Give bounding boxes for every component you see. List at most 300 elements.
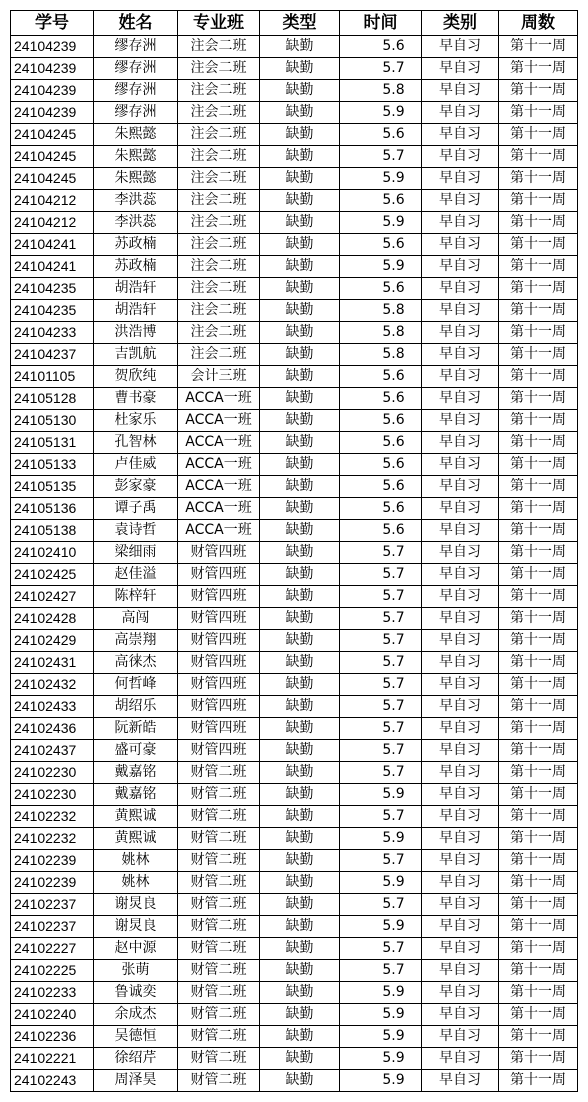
cell-student-id: 24105136 bbox=[11, 498, 94, 520]
cell-week: 第十一周 bbox=[499, 872, 578, 894]
cell-class: 财管四班 bbox=[178, 696, 260, 718]
table-row bbox=[11, 212, 578, 234]
cell-student-id: 24102237 bbox=[11, 894, 94, 916]
table-row bbox=[11, 806, 578, 828]
table-row bbox=[11, 894, 578, 916]
cell-class: ACCA一班 bbox=[178, 520, 260, 542]
cell-time: 5.7 bbox=[340, 960, 422, 982]
table-row bbox=[11, 938, 578, 960]
cell-category: 早自习 bbox=[422, 146, 499, 168]
cell-type: 缺勤 bbox=[260, 696, 340, 718]
table-row bbox=[11, 1004, 578, 1026]
cell-week: 第十一周 bbox=[499, 190, 578, 212]
cell-time: 5.7 bbox=[340, 762, 422, 784]
cell-class: 财管二班 bbox=[178, 806, 260, 828]
cell-category: 早自习 bbox=[422, 850, 499, 872]
cell-category: 早自习 bbox=[422, 696, 499, 718]
cell-week: 第十一周 bbox=[499, 432, 578, 454]
table-row bbox=[11, 696, 578, 718]
cell-name: 李洪蕊 bbox=[94, 190, 178, 212]
cell-name: 梁细雨 bbox=[94, 542, 178, 564]
cell-time: 5.9 bbox=[340, 1048, 422, 1070]
cell-category: 早自习 bbox=[422, 190, 499, 212]
cell-week: 第十一周 bbox=[499, 586, 578, 608]
cell-class: 财管四班 bbox=[178, 608, 260, 630]
cell-week: 第十一周 bbox=[499, 124, 578, 146]
cell-week: 第十一周 bbox=[499, 498, 578, 520]
cell-student-id: 24104245 bbox=[11, 168, 94, 190]
cell-name: 高闯 bbox=[94, 608, 178, 630]
cell-time: 5.6 bbox=[340, 366, 422, 388]
cell-time: 5.7 bbox=[340, 806, 422, 828]
table-row bbox=[11, 366, 578, 388]
cell-type: 缺勤 bbox=[260, 278, 340, 300]
cell-student-id: 24102233 bbox=[11, 982, 94, 1004]
cell-name: 吉凯航 bbox=[94, 344, 178, 366]
table-row bbox=[11, 542, 578, 564]
cell-class: ACCA一班 bbox=[178, 432, 260, 454]
cell-time: 5.9 bbox=[340, 1070, 422, 1092]
cell-class: 注会二班 bbox=[178, 58, 260, 80]
cell-category: 早自习 bbox=[422, 432, 499, 454]
cell-type: 缺勤 bbox=[260, 102, 340, 124]
cell-class: 注会二班 bbox=[178, 256, 260, 278]
cell-class: 财管四班 bbox=[178, 740, 260, 762]
cell-category: 早自习 bbox=[422, 806, 499, 828]
table-row bbox=[11, 608, 578, 630]
cell-type: 缺勤 bbox=[260, 498, 340, 520]
cell-type: 缺勤 bbox=[260, 256, 340, 278]
cell-student-id: 24104241 bbox=[11, 256, 94, 278]
cell-time: 5.9 bbox=[340, 872, 422, 894]
cell-name: 苏政楠 bbox=[94, 234, 178, 256]
cell-student-id: 24102232 bbox=[11, 828, 94, 850]
header-week: 周数 bbox=[499, 11, 578, 36]
cell-student-id: 24102225 bbox=[11, 960, 94, 982]
cell-name: 缪存洲 bbox=[94, 80, 178, 102]
cell-time: 5.7 bbox=[340, 850, 422, 872]
cell-student-id: 24104245 bbox=[11, 124, 94, 146]
cell-time: 5.8 bbox=[340, 322, 422, 344]
cell-week: 第十一周 bbox=[499, 80, 578, 102]
cell-type: 缺勤 bbox=[260, 366, 340, 388]
cell-week: 第十一周 bbox=[499, 608, 578, 630]
cell-name: 谭子禹 bbox=[94, 498, 178, 520]
table-header bbox=[11, 11, 578, 36]
cell-week: 第十一周 bbox=[499, 146, 578, 168]
cell-student-id: 24102232 bbox=[11, 806, 94, 828]
cell-time: 5.7 bbox=[340, 674, 422, 696]
cell-student-id: 24104237 bbox=[11, 344, 94, 366]
cell-week: 第十一周 bbox=[499, 256, 578, 278]
cell-category: 早自习 bbox=[422, 762, 499, 784]
cell-class: 财管二班 bbox=[178, 1048, 260, 1070]
table-row bbox=[11, 498, 578, 520]
cell-class: 财管四班 bbox=[178, 586, 260, 608]
cell-name: 缪存洲 bbox=[94, 102, 178, 124]
cell-class: 财管二班 bbox=[178, 784, 260, 806]
cell-week: 第十一周 bbox=[499, 894, 578, 916]
cell-class: 财管四班 bbox=[178, 674, 260, 696]
cell-type: 缺勤 bbox=[260, 938, 340, 960]
cell-class: 注会二班 bbox=[178, 36, 260, 58]
cell-category: 早自习 bbox=[422, 322, 499, 344]
cell-class: 注会二班 bbox=[178, 278, 260, 300]
cell-name: 李洪蕊 bbox=[94, 212, 178, 234]
cell-type: 缺勤 bbox=[260, 322, 340, 344]
cell-name: 赵中源 bbox=[94, 938, 178, 960]
cell-class: 财管四班 bbox=[178, 564, 260, 586]
cell-name: 姚林 bbox=[94, 872, 178, 894]
cell-student-id: 24102236 bbox=[11, 1026, 94, 1048]
cell-time: 5.6 bbox=[340, 432, 422, 454]
cell-week: 第十一周 bbox=[499, 344, 578, 366]
cell-class: 财管二班 bbox=[178, 762, 260, 784]
cell-type: 缺勤 bbox=[260, 630, 340, 652]
cell-time: 5.9 bbox=[340, 1004, 422, 1026]
table-row bbox=[11, 234, 578, 256]
cell-student-id: 24102410 bbox=[11, 542, 94, 564]
cell-name: 何哲峰 bbox=[94, 674, 178, 696]
cell-time: 5.6 bbox=[340, 520, 422, 542]
cell-type: 缺勤 bbox=[260, 300, 340, 322]
cell-class: 财管四班 bbox=[178, 718, 260, 740]
cell-category: 早自习 bbox=[422, 520, 499, 542]
cell-name: 苏政楠 bbox=[94, 256, 178, 278]
cell-category: 早自习 bbox=[422, 872, 499, 894]
cell-time: 5.6 bbox=[340, 278, 422, 300]
cell-type: 缺勤 bbox=[260, 718, 340, 740]
cell-student-id: 24102240 bbox=[11, 1004, 94, 1026]
cell-class: 财管二班 bbox=[178, 1004, 260, 1026]
cell-type: 缺勤 bbox=[260, 1070, 340, 1092]
cell-type: 缺勤 bbox=[260, 894, 340, 916]
table-body bbox=[11, 36, 578, 1092]
cell-name: 陈梓轩 bbox=[94, 586, 178, 608]
cell-student-id: 24104241 bbox=[11, 234, 94, 256]
cell-student-id: 24104239 bbox=[11, 58, 94, 80]
table-row bbox=[11, 916, 578, 938]
cell-student-id: 24102432 bbox=[11, 674, 94, 696]
cell-type: 缺勤 bbox=[260, 454, 340, 476]
cell-type: 缺勤 bbox=[260, 872, 340, 894]
cell-week: 第十一周 bbox=[499, 1048, 578, 1070]
cell-week: 第十一周 bbox=[499, 234, 578, 256]
table-row bbox=[11, 586, 578, 608]
cell-student-id: 24104239 bbox=[11, 102, 94, 124]
cell-time: 5.9 bbox=[340, 982, 422, 1004]
cell-week: 第十一周 bbox=[499, 1004, 578, 1026]
cell-class: 财管二班 bbox=[178, 872, 260, 894]
table-row bbox=[11, 1048, 578, 1070]
table-row bbox=[11, 410, 578, 432]
cell-class: 财管二班 bbox=[178, 894, 260, 916]
cell-time: 5.7 bbox=[340, 894, 422, 916]
header-name: 姓名 bbox=[94, 11, 178, 36]
cell-time: 5.6 bbox=[340, 454, 422, 476]
cell-type: 缺勤 bbox=[260, 652, 340, 674]
cell-type: 缺勤 bbox=[260, 850, 340, 872]
cell-class: ACCA一班 bbox=[178, 410, 260, 432]
header-type: 类型 bbox=[260, 11, 340, 36]
cell-category: 早自习 bbox=[422, 124, 499, 146]
cell-category: 早自习 bbox=[422, 784, 499, 806]
cell-week: 第十一周 bbox=[499, 674, 578, 696]
cell-student-id: 24102239 bbox=[11, 872, 94, 894]
cell-type: 缺勤 bbox=[260, 124, 340, 146]
table-row bbox=[11, 36, 578, 58]
table-row bbox=[11, 740, 578, 762]
cell-time: 5.6 bbox=[340, 498, 422, 520]
cell-name: 杜家乐 bbox=[94, 410, 178, 432]
cell-week: 第十一周 bbox=[499, 564, 578, 586]
cell-student-id: 24104239 bbox=[11, 36, 94, 58]
cell-name: 朱熙懿 bbox=[94, 168, 178, 190]
cell-category: 早自习 bbox=[422, 630, 499, 652]
cell-time: 5.8 bbox=[340, 300, 422, 322]
table-row bbox=[11, 828, 578, 850]
cell-student-id: 24102237 bbox=[11, 916, 94, 938]
cell-class: 财管二班 bbox=[178, 916, 260, 938]
header-student-id: 学号 bbox=[11, 11, 94, 36]
cell-student-id: 24102425 bbox=[11, 564, 94, 586]
cell-category: 早自习 bbox=[422, 564, 499, 586]
table-row bbox=[11, 278, 578, 300]
cell-category: 早自习 bbox=[422, 960, 499, 982]
cell-week: 第十一周 bbox=[499, 762, 578, 784]
header-category: 类别 bbox=[422, 11, 499, 36]
cell-name: 黄熙诚 bbox=[94, 828, 178, 850]
cell-week: 第十一周 bbox=[499, 542, 578, 564]
cell-type: 缺勤 bbox=[260, 982, 340, 1004]
cell-class: ACCA一班 bbox=[178, 476, 260, 498]
cell-name: 黄熙诚 bbox=[94, 806, 178, 828]
table-row bbox=[11, 520, 578, 542]
table-row bbox=[11, 872, 578, 894]
cell-class: 注会二班 bbox=[178, 146, 260, 168]
cell-type: 缺勤 bbox=[260, 520, 340, 542]
cell-category: 早自习 bbox=[422, 58, 499, 80]
cell-student-id: 24104239 bbox=[11, 80, 94, 102]
cell-type: 缺勤 bbox=[260, 608, 340, 630]
cell-time: 5.6 bbox=[340, 36, 422, 58]
cell-class: 财管四班 bbox=[178, 630, 260, 652]
cell-category: 早自习 bbox=[422, 344, 499, 366]
cell-category: 早自习 bbox=[422, 1004, 499, 1026]
cell-name: 谢炅良 bbox=[94, 916, 178, 938]
cell-category: 早自习 bbox=[422, 410, 499, 432]
cell-name: 余成杰 bbox=[94, 1004, 178, 1026]
cell-category: 早自习 bbox=[422, 586, 499, 608]
cell-name: 贺欣纯 bbox=[94, 366, 178, 388]
cell-week: 第十一周 bbox=[499, 212, 578, 234]
table-row bbox=[11, 190, 578, 212]
cell-name: 高徕杰 bbox=[94, 652, 178, 674]
cell-student-id: 24102239 bbox=[11, 850, 94, 872]
table-row bbox=[11, 784, 578, 806]
cell-category: 早自习 bbox=[422, 740, 499, 762]
table-row bbox=[11, 58, 578, 80]
cell-week: 第十一周 bbox=[499, 366, 578, 388]
cell-class: 财管四班 bbox=[178, 652, 260, 674]
cell-week: 第十一周 bbox=[499, 740, 578, 762]
cell-class: 财管二班 bbox=[178, 850, 260, 872]
table-row bbox=[11, 102, 578, 124]
cell-type: 缺勤 bbox=[260, 410, 340, 432]
cell-type: 缺勤 bbox=[260, 784, 340, 806]
cell-category: 早自习 bbox=[422, 454, 499, 476]
cell-type: 缺勤 bbox=[260, 586, 340, 608]
cell-class: 注会二班 bbox=[178, 102, 260, 124]
cell-class: 财管二班 bbox=[178, 828, 260, 850]
cell-name: 鲁诚奕 bbox=[94, 982, 178, 1004]
table-row bbox=[11, 960, 578, 982]
cell-category: 早自习 bbox=[422, 542, 499, 564]
cell-week: 第十一周 bbox=[499, 630, 578, 652]
cell-name: 高崇翔 bbox=[94, 630, 178, 652]
cell-type: 缺勤 bbox=[260, 1026, 340, 1048]
cell-name: 姚林 bbox=[94, 850, 178, 872]
cell-week: 第十一周 bbox=[499, 806, 578, 828]
cell-time: 5.7 bbox=[340, 608, 422, 630]
cell-time: 5.7 bbox=[340, 740, 422, 762]
cell-student-id: 24102427 bbox=[11, 586, 94, 608]
cell-class: 财管二班 bbox=[178, 938, 260, 960]
cell-student-id: 24102243 bbox=[11, 1070, 94, 1092]
cell-time: 5.7 bbox=[340, 146, 422, 168]
cell-student-id: 24101105 bbox=[11, 366, 94, 388]
table-row bbox=[11, 982, 578, 1004]
cell-week: 第十一周 bbox=[499, 36, 578, 58]
cell-week: 第十一周 bbox=[499, 1026, 578, 1048]
cell-type: 缺勤 bbox=[260, 916, 340, 938]
table-row bbox=[11, 300, 578, 322]
cell-category: 早自习 bbox=[422, 916, 499, 938]
cell-name: 张萌 bbox=[94, 960, 178, 982]
cell-category: 早自习 bbox=[422, 674, 499, 696]
cell-type: 缺勤 bbox=[260, 476, 340, 498]
table-row bbox=[11, 168, 578, 190]
cell-class: 注会二班 bbox=[178, 234, 260, 256]
cell-week: 第十一周 bbox=[499, 1070, 578, 1092]
header-time: 时间 bbox=[340, 11, 422, 36]
cell-class: 注会二班 bbox=[178, 300, 260, 322]
cell-time: 5.7 bbox=[340, 586, 422, 608]
cell-week: 第十一周 bbox=[499, 960, 578, 982]
cell-category: 早自习 bbox=[422, 300, 499, 322]
cell-name: 赵佳溢 bbox=[94, 564, 178, 586]
cell-time: 5.7 bbox=[340, 542, 422, 564]
cell-type: 缺勤 bbox=[260, 190, 340, 212]
cell-category: 早自习 bbox=[422, 498, 499, 520]
table-row bbox=[11, 1070, 578, 1092]
table-row bbox=[11, 322, 578, 344]
cell-student-id: 24102428 bbox=[11, 608, 94, 630]
cell-time: 5.9 bbox=[340, 1026, 422, 1048]
cell-type: 缺勤 bbox=[260, 564, 340, 586]
cell-name: 朱熙懿 bbox=[94, 146, 178, 168]
cell-class: ACCA一班 bbox=[178, 388, 260, 410]
cell-type: 缺勤 bbox=[260, 828, 340, 850]
cell-name: 彭家豪 bbox=[94, 476, 178, 498]
cell-week: 第十一周 bbox=[499, 696, 578, 718]
cell-student-id: 24105131 bbox=[11, 432, 94, 454]
cell-category: 早自习 bbox=[422, 982, 499, 1004]
cell-category: 早自习 bbox=[422, 80, 499, 102]
cell-time: 5.9 bbox=[340, 828, 422, 850]
cell-type: 缺勤 bbox=[260, 960, 340, 982]
cell-category: 早自习 bbox=[422, 608, 499, 630]
table-row bbox=[11, 476, 578, 498]
cell-week: 第十一周 bbox=[499, 938, 578, 960]
cell-type: 缺勤 bbox=[260, 740, 340, 762]
cell-name: 谢炅良 bbox=[94, 894, 178, 916]
cell-time: 5.9 bbox=[340, 102, 422, 124]
header-row bbox=[11, 11, 578, 36]
cell-time: 5.8 bbox=[340, 80, 422, 102]
cell-category: 早自习 bbox=[422, 256, 499, 278]
cell-student-id: 24102227 bbox=[11, 938, 94, 960]
cell-time: 5.6 bbox=[340, 410, 422, 432]
cell-class: 注会二班 bbox=[178, 344, 260, 366]
cell-time: 5.7 bbox=[340, 718, 422, 740]
cell-time: 5.8 bbox=[340, 344, 422, 366]
cell-category: 早自习 bbox=[422, 1048, 499, 1070]
cell-time: 5.7 bbox=[340, 630, 422, 652]
cell-week: 第十一周 bbox=[499, 520, 578, 542]
cell-student-id: 24102433 bbox=[11, 696, 94, 718]
cell-class: ACCA一班 bbox=[178, 498, 260, 520]
cell-type: 缺勤 bbox=[260, 80, 340, 102]
cell-student-id: 24104212 bbox=[11, 190, 94, 212]
cell-class: 财管二班 bbox=[178, 1070, 260, 1092]
cell-name: 胡浩轩 bbox=[94, 278, 178, 300]
cell-type: 缺勤 bbox=[260, 762, 340, 784]
cell-category: 早自习 bbox=[422, 828, 499, 850]
cell-student-id: 24102436 bbox=[11, 718, 94, 740]
cell-class: 财管四班 bbox=[178, 542, 260, 564]
cell-time: 5.9 bbox=[340, 212, 422, 234]
cell-category: 早自习 bbox=[422, 234, 499, 256]
cell-category: 早自习 bbox=[422, 938, 499, 960]
cell-time: 5.6 bbox=[340, 388, 422, 410]
cell-name: 戴嘉铭 bbox=[94, 784, 178, 806]
table-row bbox=[11, 718, 578, 740]
attendance-sheet bbox=[10, 10, 577, 1092]
table-row bbox=[11, 630, 578, 652]
cell-name: 阮新皓 bbox=[94, 718, 178, 740]
table-row bbox=[11, 388, 578, 410]
cell-type: 缺勤 bbox=[260, 388, 340, 410]
cell-class: 注会二班 bbox=[178, 212, 260, 234]
cell-name: 胡浩轩 bbox=[94, 300, 178, 322]
cell-student-id: 24105128 bbox=[11, 388, 94, 410]
cell-type: 缺勤 bbox=[260, 806, 340, 828]
cell-student-id: 24102437 bbox=[11, 740, 94, 762]
cell-student-id: 24104235 bbox=[11, 300, 94, 322]
cell-type: 缺勤 bbox=[260, 36, 340, 58]
cell-name: 盛可豪 bbox=[94, 740, 178, 762]
cell-type: 缺勤 bbox=[260, 344, 340, 366]
cell-category: 早自习 bbox=[422, 168, 499, 190]
cell-time: 5.9 bbox=[340, 916, 422, 938]
cell-student-id: 24105138 bbox=[11, 520, 94, 542]
cell-week: 第十一周 bbox=[499, 410, 578, 432]
cell-time: 5.9 bbox=[340, 168, 422, 190]
table-row bbox=[11, 124, 578, 146]
cell-student-id: 24104235 bbox=[11, 278, 94, 300]
cell-category: 早自习 bbox=[422, 388, 499, 410]
